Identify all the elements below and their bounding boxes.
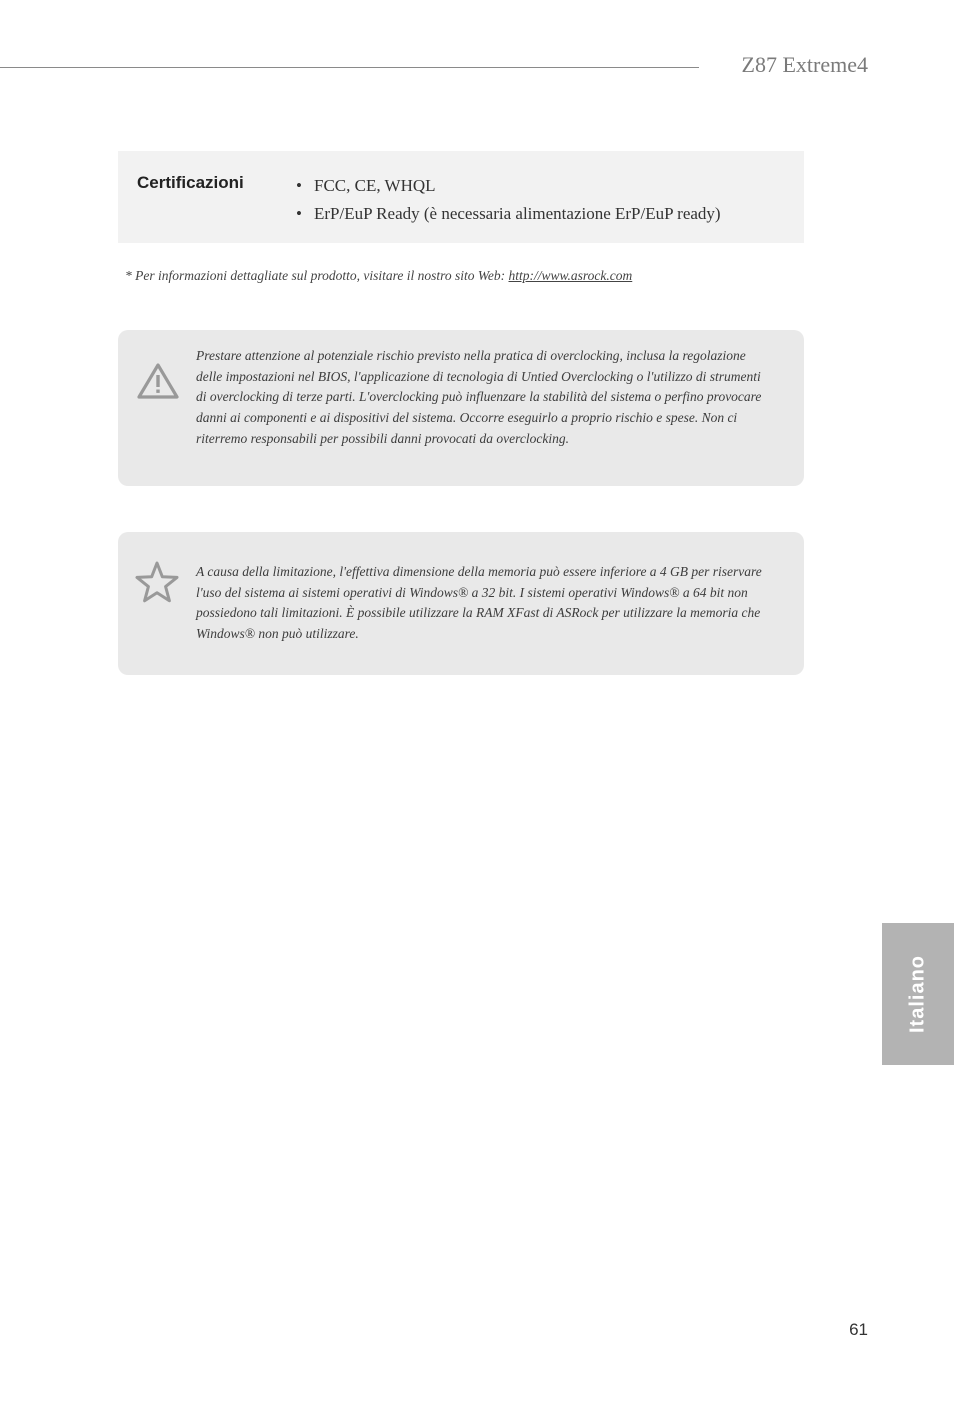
- spec-item-text: ErP/EuP Ready (è necessaria alimentazione ErP/EuP ready): [314, 204, 721, 223]
- language-side-tab-label: Italiano: [906, 954, 929, 1034]
- footnote-text: * Per informazioni dettagliate sul prodotto, visitare il nostro sito Web:: [125, 268, 509, 283]
- spec-item: [296, 172, 721, 200]
- bullet: •: [296, 204, 302, 223]
- star-icon: [135, 561, 179, 603]
- warning-triangle-icon: [135, 361, 181, 401]
- footnote: [125, 268, 632, 284]
- spec-item-text: FCC, CE, WHQL: [314, 176, 436, 195]
- page-number: 61: [849, 1320, 868, 1339]
- warning-note-text: Prestare attenzione al potenziale rischio previsto nella pratica di overclocking, inclusa la regolazione delle impostazioni nel BIOS, l'applicazione di tecnologia di Untied Overclocking o l'utilizzo di strumenti di overclocking di terze parti. L'overclocking può influenzare la stabilità del sistema o perfino provocare danni ai componenti e ai dispositivi del sistema. Occorre eseguirlo a proprio rischio e spese. Non ci riterremo responsabili per possibili danni provocati da overclocking.: [196, 348, 762, 446]
- spec-box: [118, 151, 804, 243]
- bullet: •: [296, 176, 302, 195]
- spec-list: [296, 172, 721, 228]
- star-note-text: A causa della limitazione, l'effettiva dimensione della memoria può essere inferiore a 4 GB per riservare l'uso del sistema ai sistemi operativi di Windows® a 32 bit. I sistemi operativi Windows® a 64 bit non possiedono tali limitazioni. È possibile utilizzare la RAM XFast di ASRock per utilizzare la memoria che Windows® non può utilizzare.: [196, 564, 762, 642]
- header-rule: [0, 67, 699, 68]
- spec-label: Certificazioni: [137, 173, 244, 192]
- warning-note-box: [118, 330, 804, 486]
- language-side-tab: [882, 923, 954, 1065]
- website-link[interactable]: http://www.asrock.com: [508, 268, 633, 283]
- spec-item: [296, 200, 721, 228]
- star-note-box: [118, 532, 804, 675]
- header-title: Z87 Extreme4: [741, 52, 868, 77]
